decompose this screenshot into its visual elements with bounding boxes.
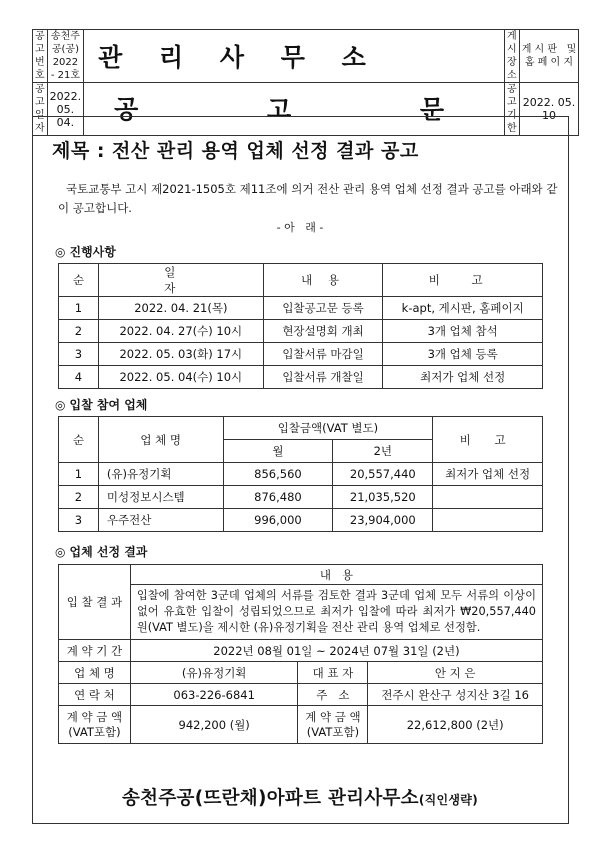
company-label: 업 체 명: [59, 662, 131, 684]
address-value: 전주시 완산구 성지산 3길 16: [368, 684, 543, 706]
amount2-value: 22,612,800 (2년): [368, 706, 543, 744]
table-row: 3 2022. 05. 03(화) 17시 입찰서류 마감일 3개 업체 등록: [59, 343, 543, 366]
period-value: 2022년 08월 01일 ~ 2024년 07월 31일 (2년): [130, 640, 542, 662]
table-row: 2 2022. 04. 27(수) 10시 현장설명회 개최 3개 업체 참석: [59, 320, 543, 343]
result-table: [58, 564, 543, 744]
table-row: 1 2022. 04. 21(목) 입찰공고문 등록 k-apt, 게시판, 홈페이지: [59, 297, 543, 320]
notice-subject: 제목 : 전산 관리 용역 업체 선정 결과 공고: [52, 140, 419, 162]
notice-date-label: 공고일자: [33, 83, 48, 136]
ceo-value: 안 지 은: [368, 662, 543, 684]
amount-value: 942,200 (월): [130, 706, 298, 744]
table-header-row: 순 일 자 내 용 비 고: [59, 264, 543, 297]
below-marker: - 아 래 -: [276, 221, 324, 234]
company-value: (유)유정기획: [130, 662, 298, 684]
address-label: 주 소: [298, 684, 368, 706]
circle-marker-icon: ◎: [55, 245, 66, 259]
amount-label: 계 약 금 액 (VAT포함): [59, 706, 131, 744]
seal-omitted-note: (직인생략): [418, 793, 478, 807]
notice-number-label: 공고번호: [33, 30, 48, 83]
contact-label: 연 락 처: [59, 684, 131, 706]
notice-period-value: 2022. 05. 10: [519, 83, 579, 136]
table-row: 2 미성정보시스템 876,480 21,035,520: [59, 486, 543, 509]
table-header-row: 순 업 체 명 입찰금액(VAT 별도) 비 고: [59, 417, 543, 440]
result-heading: ◎ 업체 선정 결과: [55, 545, 148, 559]
amount2-label: 계 약 금 액 (VAT포함): [298, 706, 368, 744]
progress-heading: ◎ 진행사항: [55, 245, 116, 259]
table-row: 3 우주전산 996,000 23,904,000: [59, 509, 543, 532]
notice-period-label: 공고기한: [505, 83, 520, 136]
period-label: 계 약 기 간: [59, 640, 131, 662]
office-title: [84, 30, 505, 83]
bidders-heading: ◎ 입찰 참여 업체: [55, 398, 148, 412]
content-header: 내 용: [130, 565, 542, 585]
notice-intro: 국토교통부 고시 제2021-1505호 제11조에 의거 전산 관리 용역 업체 선정 결과 공고를 아래와 같이 공고합니다.: [58, 182, 558, 215]
issuer-signature: [0, 784, 600, 810]
circle-marker-icon: ◎: [55, 545, 66, 559]
posting-place-value: 게 시 판 및 홈 페 이 지: [519, 30, 579, 83]
table-header-row: 월 2년: [59, 440, 543, 463]
office-title-text: 관 리 사 무 소: [98, 43, 380, 72]
bidders-table: [58, 416, 543, 532]
result-label: 입 찰 결 과: [59, 565, 131, 640]
notice-title-text: 공 고 문: [114, 94, 505, 124]
circle-marker-icon: ◎: [55, 398, 66, 412]
progress-table: [58, 263, 543, 389]
result-text: 입찰에 참여한 3군데 업체의 서류를 검토한 결과 3군데 업체 모두 서류의 이상이 없어 유효한 입찰이 성립되었으므로 최저가 입찰에 따라 최저가 ₩20,557,440원(VAT 별도)을 제시한 (유)유정기획을 전산 관리 용역 업체로 선정함.: [130, 585, 542, 640]
issuer-name: 송천주공(뜨란채)아파트 관리사무소: [122, 788, 419, 809]
table-row: 1 (유)유정기획 856,560 20,557,440 최저가 업체 선정: [59, 463, 543, 486]
ceo-label: 대 표 자: [298, 662, 368, 684]
table-row: 4 2022. 05. 04(수) 10시 입찰서류 개찰일 최저가 업체 선정: [59, 366, 543, 389]
notice-number-value: 송천주공(공) 2022 - 21호: [47, 30, 84, 83]
contact-value: 063-226-6841: [130, 684, 298, 706]
notice-date-value: 2022. 05. 04.: [47, 83, 84, 136]
posting-place-label: 게시장소: [505, 30, 520, 83]
